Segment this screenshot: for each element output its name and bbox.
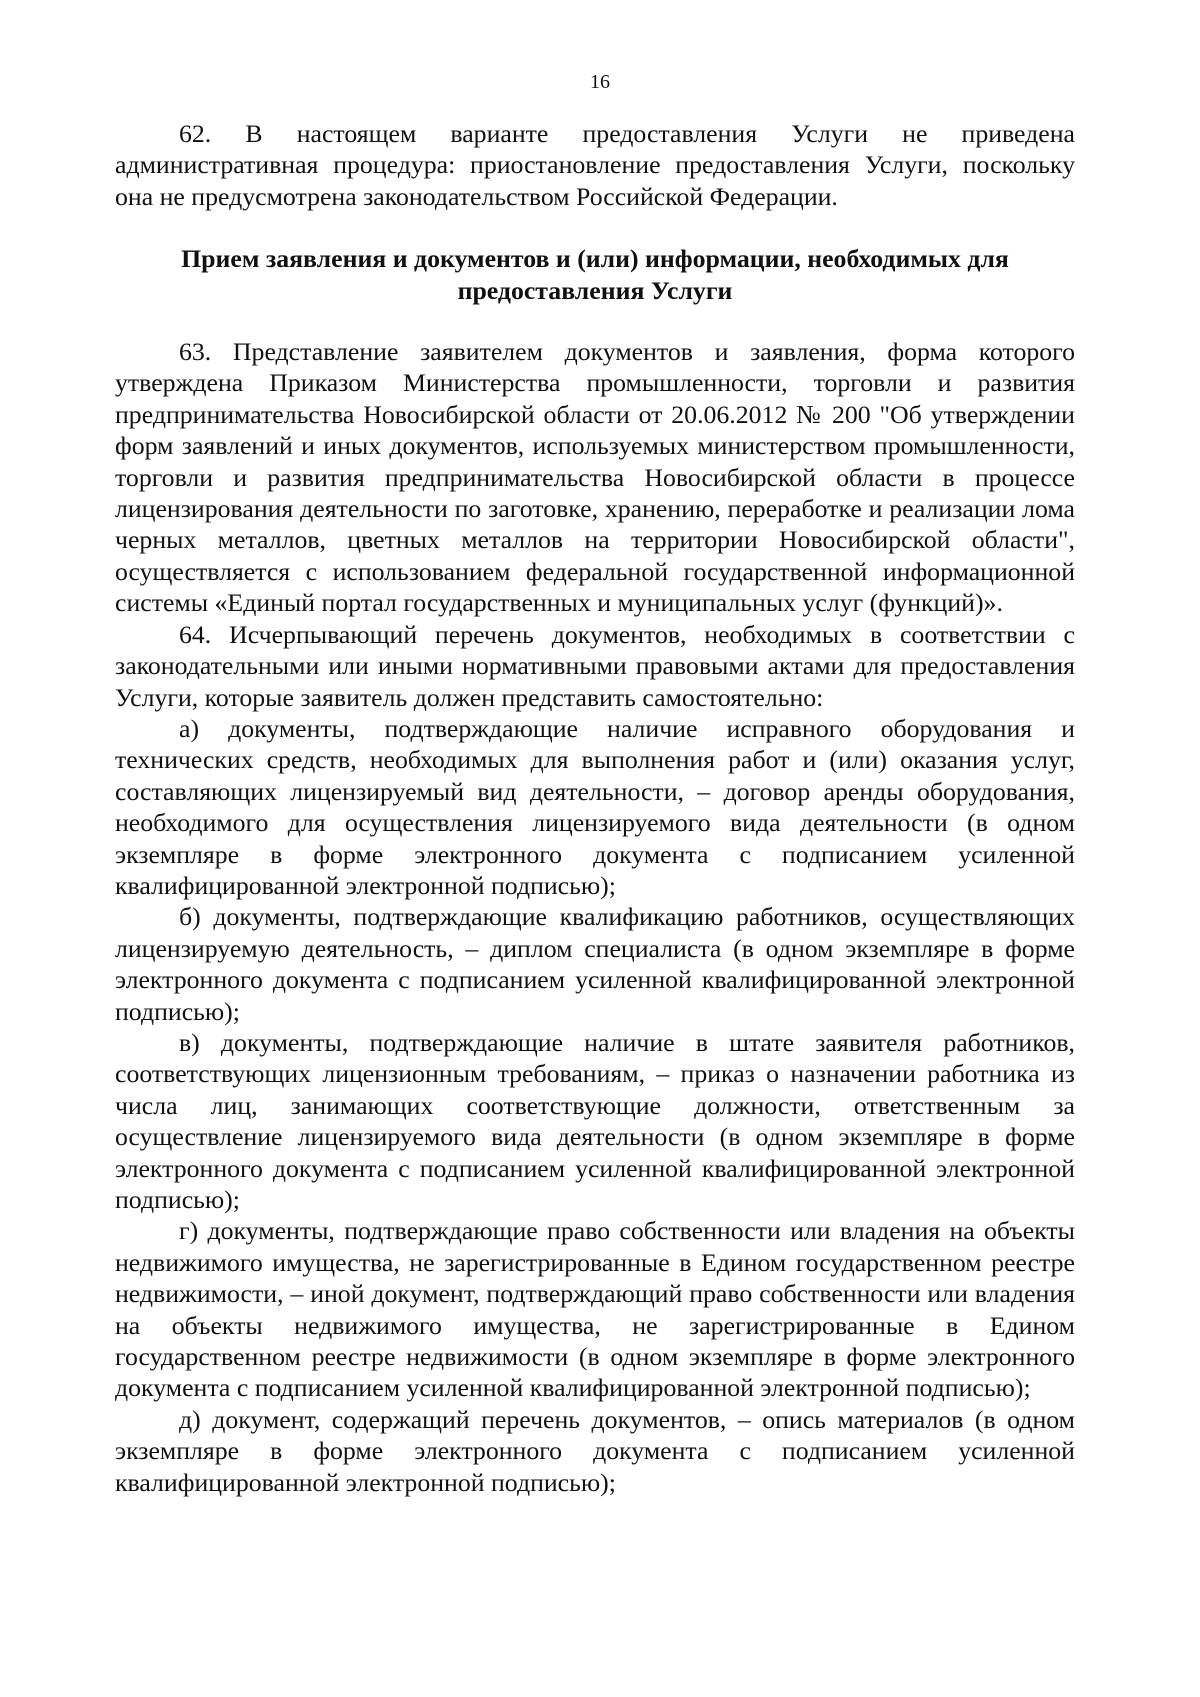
page-number: 16 bbox=[590, 71, 610, 93]
list-item-b: б) документы, подтверждающие квалификацию работников, осуществляющих лицензируемую деятельность, – диплом специалиста (в одном экземпляре в форме электронного документа с подписанием усиленной квалифицированной электронной подписью); bbox=[115, 902, 1075, 1026]
list-item-v: в) документы, подтверждающие наличие в штате заявителя работников, соответствующих лицензионным требованиям, – приказ о назначении работника из числа лиц, занимающих соответствующие должности, ответственным за осуществление лицензируемого вида деятельности (в одном экземпляре в форме электронного документа с подписанием усиленной квалифицированной электронной подписью); bbox=[115, 1027, 1075, 1214]
section-heading: Прием заявления и документов и (или) информации, необходимых для предоставления Услуги bbox=[181, 244, 1009, 305]
list-item-d: д) документ, содержащий перечень документов, – опись материалов (в одном экземпляре в форме электронного документа с подписанием усиленной квалифицированной электронной подписью); bbox=[115, 1404, 1075, 1497]
list-item-g: г) документы, подтверждающие право собственности или владения на объекты недвижимого имущества, не зарегистрированные в Едином государственном реестре недвижимости, – иной документ, подтверждающий право собственности или владения на объекты недвижимого имущества, не зарегистрированные в Едином государственном реестре недвижимости (в одном экземпляре в форме электронного документа с подписанием усиленной квалифицированной электронной подписью); bbox=[115, 1216, 1075, 1403]
paragraph-63: 63. Представление заявителем документов и заявления, форма которого утверждена Приказом Министерства промышленности, торговли и развития предпринимательства Новосибирской области от 20.06.2012 № 200 "Об утверждении форм заявлений и иных документов, используемых министерством промышленности, торговли и развития предпринимательства Новосибирской области в процессе лицензирования деятельности по заготовке, хранению, переработке и реализации лома черных металлов, цветных металлов на территории Новосибирской области", осуществляется с использованием федеральной государственной информационной системы «Единый портал государственных и муниципальных услуг (функций)». bbox=[115, 337, 1075, 618]
paragraph-62: 62. В настоящем варианте предоставления Услуги не приведена административная процедура: приостановление предоставления Услуги, поскольку она не предусмотрена законодательством Российской Федерации. bbox=[115, 119, 1075, 211]
list-item-a: а) документы, подтверждающие наличие исправного оборудования и технических средств, необходимых для выполнения работ и (или) оказания услуг, составляющих лицензируемый вид деятельности, – договор аренды оборудования, необходимого для осуществления лицензируемого вида деятельности (в одном экземпляре в форме электронного документа с подписанием усиленной квалифицированной электронной подписью); bbox=[115, 713, 1075, 900]
page-content bbox=[115, 118, 1075, 1498]
paragraph-64: 64. Исчерпывающий перечень документов, необходимых в соответствии с законодательными или иными нормативными правовыми актами для предоставления Услуги, которые заявитель должен представить самостоятельно: bbox=[115, 619, 1075, 712]
